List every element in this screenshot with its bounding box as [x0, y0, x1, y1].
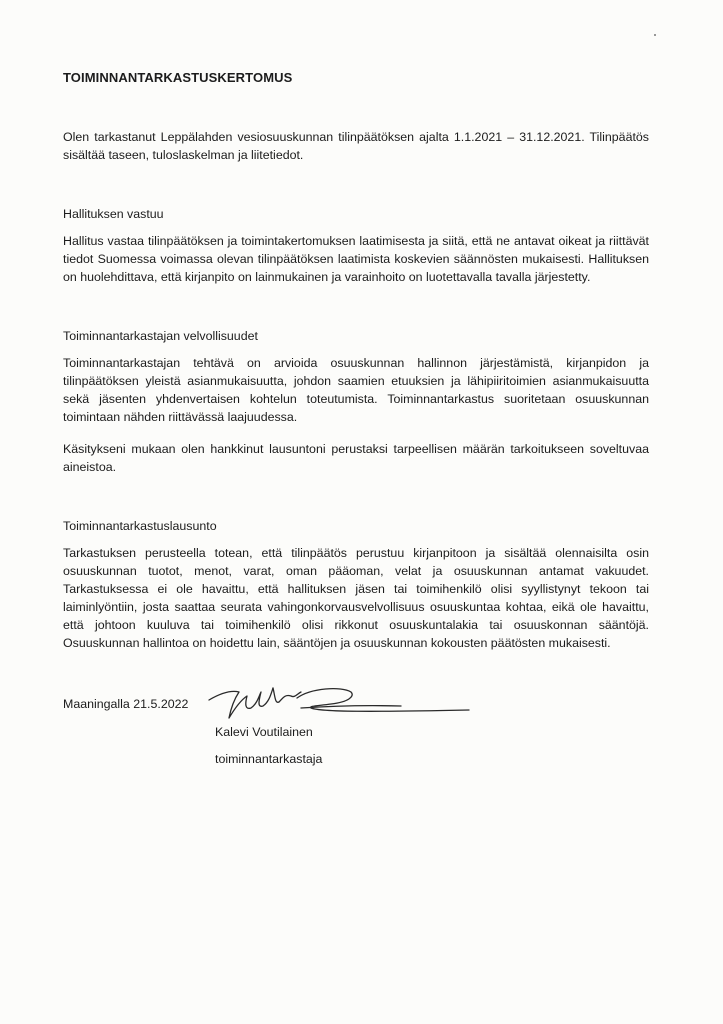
section-paragraph: Toiminnantarkastajan tehtävä on arvioida osuuskunnan hallinnon järjestämistä, kirjanpidon ja tilinpäätöksen yleistä asianmukaisuutta, johdon saamien etuuksien ja lähipiiritoimien asianmukaisuutta sekä jäsenten yhdenvertaisen kohtelun toteutumista. Toiminnantarkastus suoritetaan osuuskunnan toimintaan nähden riittävässä laajuudessa. — [63, 356, 649, 424]
signer-role: toiminnantarkastaja — [215, 752, 323, 766]
section-auditor-duties — [63, 329, 649, 476]
place-date: Maaningalla 21.5.2022 — [63, 697, 189, 711]
scan-speck — [654, 34, 656, 36]
handwritten-signature — [201, 678, 481, 728]
document-body — [63, 70, 649, 713]
section-audit-statement — [63, 519, 649, 652]
section-paragraph: Tarkastuksen perusteella totean, että tilinpäätös perustuu kirjanpitoon ja sisältää olennaisilta osin osuuskunnan tuotot, menot, varat, oman pääoman, velat ja osuuskunnan antamat vakuudet. Tarkastuksessa ei ole havaittu, että hallituksen jäsen tai toimihenkilö olisi syyllistynyt tekoon tai laiminlyöntiin, josta saattaa seurata vahingonkorvausvelvollisuus osuuskuntaa kohtaa, eikä ole havaittu, että johtoon kuuluva tai toimihenkilö olisi rikkonut osuuskuntalakia tai osuuskonnan sääntöjä. Osuuskunnan hallintoa on hoidettu lain, sääntöjen ja osuuskunnan kokousten päätösten mukaisesti. — [63, 546, 649, 650]
intro-paragraph: Olen tarkastanut Leppälahden vesiosuuskunnan tilinpäätöksen ajalta 1.1.2021 – 31.12.2021. Tilinpäätös sisältää taseen, tuloslaskelman ja liitetiedot. — [63, 130, 649, 162]
section-heading: Hallituksen vastuu — [63, 207, 164, 221]
document-title: TOIMINNANTARKASTUSKERTOMUS — [63, 70, 293, 85]
section-paragraph: Käsitykseni mukaan olen hankkinut lausuntoni perustaksi tarpeellisen määrän tarkoitukseen soveltuvaa aineistoa. — [63, 442, 649, 474]
section-board-responsibility — [63, 207, 649, 286]
section-heading: Toiminnantarkastajan velvollisuudet — [63, 329, 258, 343]
section-heading: Toiminnantarkastuslausunto — [63, 519, 217, 533]
signer-name: Kalevi Voutilainen — [215, 725, 313, 739]
signature-block — [201, 678, 481, 778]
section-paragraph: Hallitus vastaa tilinpäätöksen ja toimintakertomuksen laatimisesta ja siitä, että ne antavat oikeat ja riittävät tiedot Suomessa voimassa olevan tilinpäätöksen laatimista koskevien säännösten mukaisesti. Hallituksen on huolehdittava, että kirjanpito on lainmukainen ja varainhoito on luotettavalla tavalla järjestetty. — [63, 234, 649, 284]
